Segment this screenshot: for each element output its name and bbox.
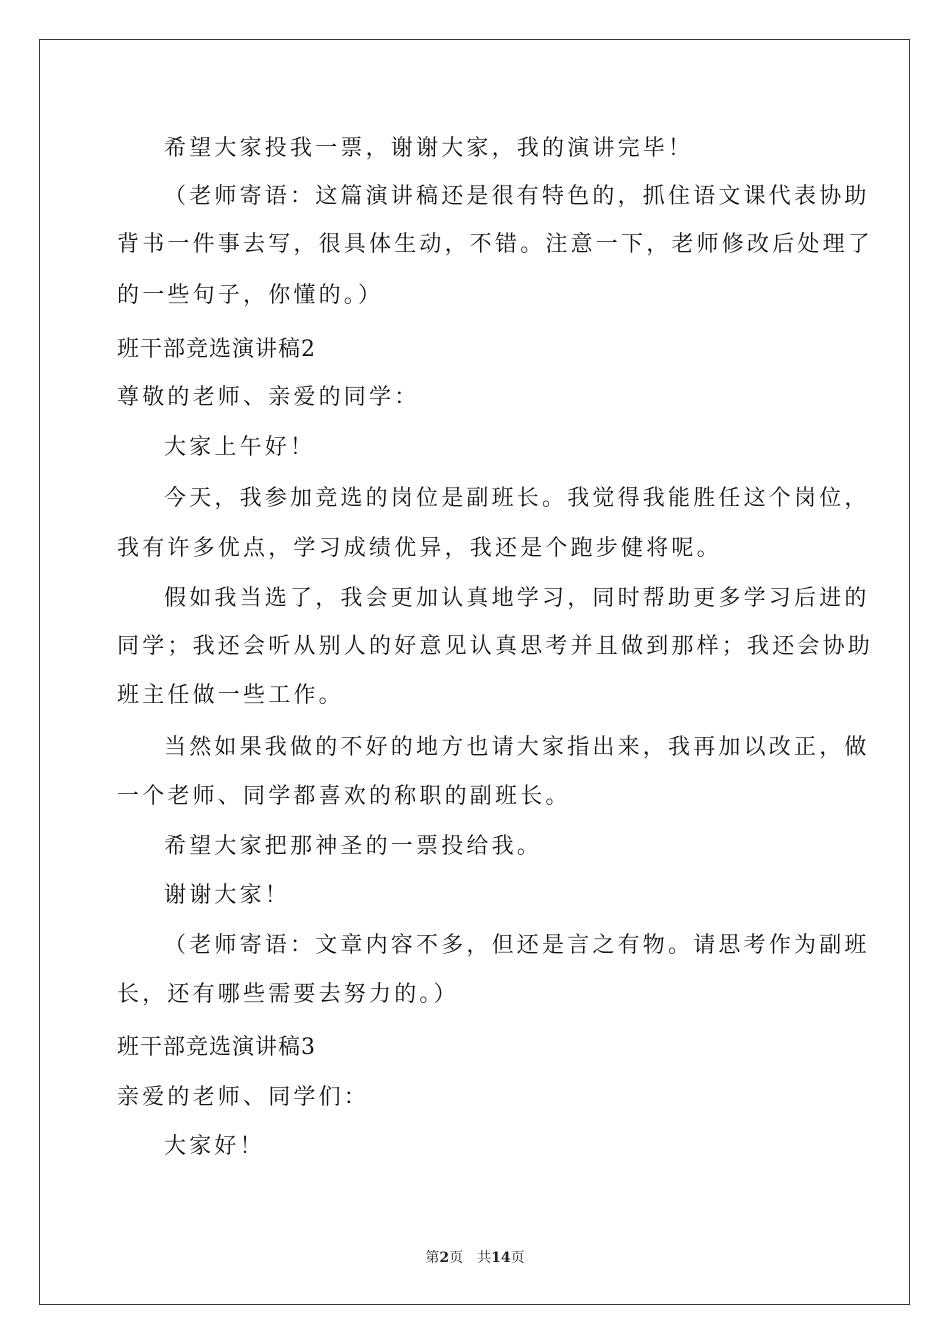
page-number-footer — [0, 1249, 950, 1267]
salutation: 亲爱的老师、同学们： — [117, 1085, 370, 1110]
total-suffix: 页 — [510, 1250, 525, 1266]
paragraph-line: 一个老师、同学都喜欢的称职的副班长。 — [117, 784, 571, 809]
speech-heading: 班干部竞选演讲稿2 — [117, 337, 316, 362]
page-border — [39, 39, 910, 1305]
salutation: 尊敬的老师、亲爱的同学： — [117, 385, 420, 410]
total-prefix: 共 — [477, 1250, 492, 1266]
speech-heading: 班干部竞选演讲稿3 — [117, 1035, 316, 1060]
paragraph-line: 班主任做一些工作。 — [117, 683, 344, 708]
greeting: 大家上午好！ — [164, 435, 316, 460]
thanks-line: 谢谢大家！ — [164, 883, 291, 908]
paragraph-line: 我有许多优点，学习成绩优异，我还是个跑步健将呢。 — [117, 536, 722, 561]
teacher-comment-line: 长，还有哪些需要去努力的。） — [117, 982, 459, 1007]
paragraph-line: 今天，我参加竞选的岗位是副班长。我觉得我能胜任这个岗位， — [164, 486, 870, 511]
greeting: 大家好！ — [164, 1134, 265, 1159]
paragraph-line: 希望大家把那神圣的一票投给我。 — [164, 834, 543, 859]
paragraph-line: 同学；我还会听从别人的好意见认真思考并且做到那样；我还会协助 — [117, 634, 874, 659]
teacher-comment-line: 背书一件事去写，很具体生动，不错。注意一下，老师修改后处理了 — [117, 232, 874, 257]
page-suffix: 页 — [449, 1250, 464, 1266]
page-prefix: 第 — [425, 1250, 440, 1266]
teacher-comment-line: 的一些句子，你懂的。） — [117, 283, 384, 308]
total-page-count: 14 — [491, 1250, 511, 1266]
paragraph-line: 假如我当选了，我会更加认真地学习，同时帮助更多学习后进的 — [164, 586, 870, 611]
closing-sentence: 希望大家投我一票，谢谢大家，我的演讲完毕！ — [164, 136, 694, 161]
teacher-comment-line: （老师寄语：这篇演讲稿还是很有特色的，抓住语文课代表协助 — [164, 184, 870, 209]
current-page-number: 2 — [439, 1250, 450, 1266]
paragraph-line: 当然如果我做的不好的地方也请大家指出来，我再加以改正，做 — [164, 735, 870, 760]
teacher-comment-line: （老师寄语：文章内容不多，但还是言之有物。请思考作为副班 — [164, 933, 870, 958]
